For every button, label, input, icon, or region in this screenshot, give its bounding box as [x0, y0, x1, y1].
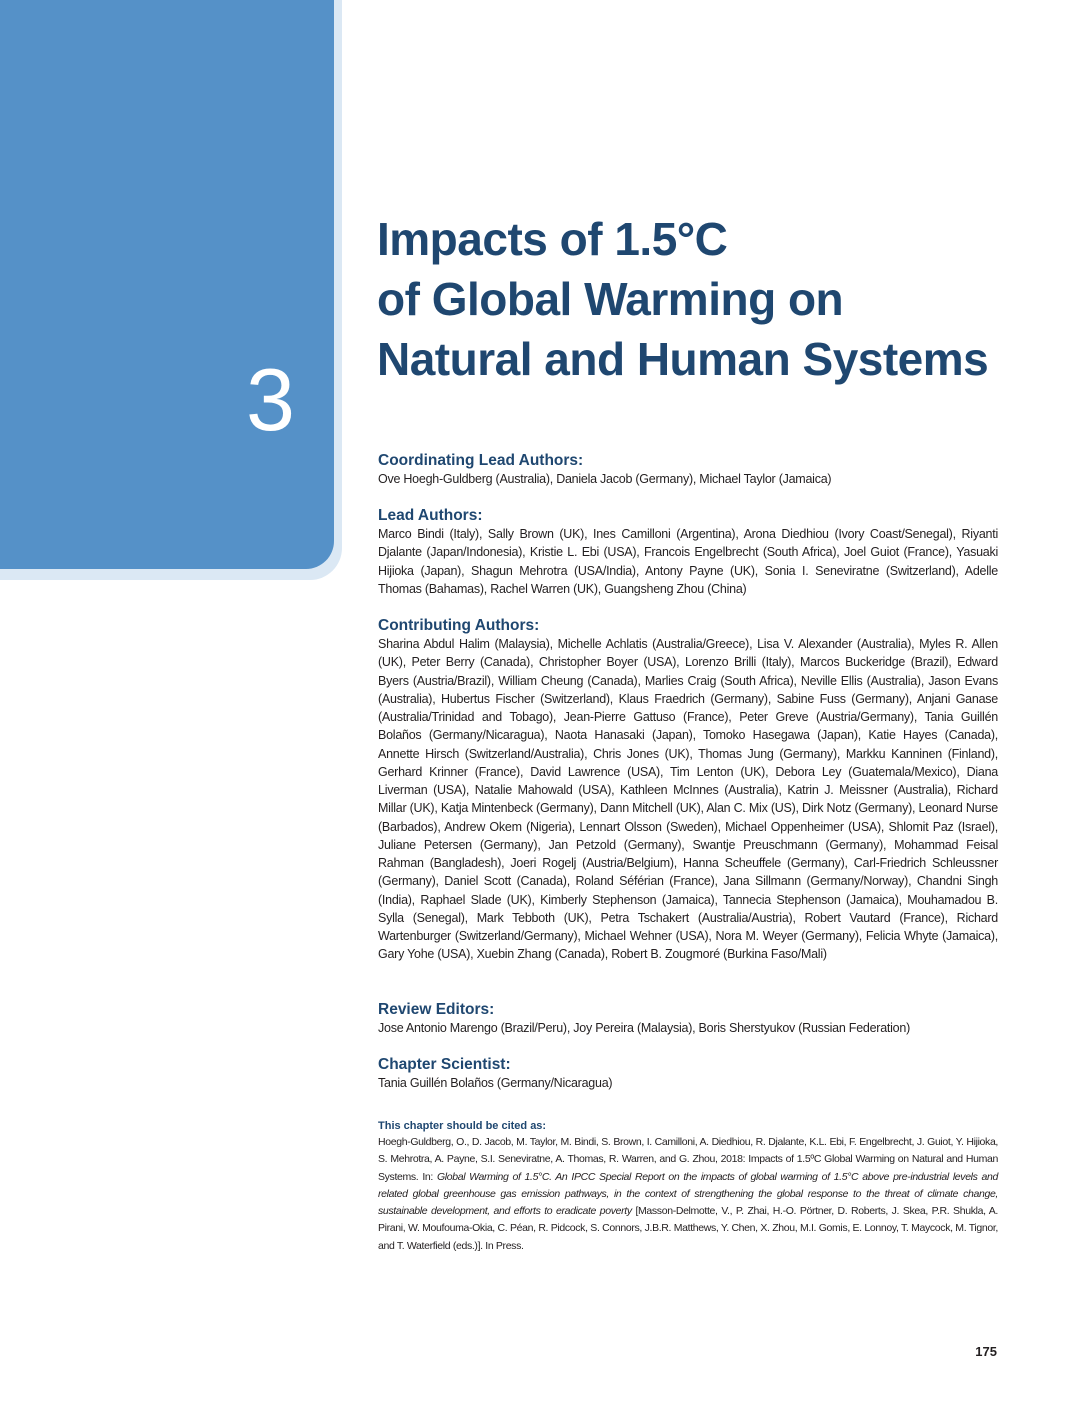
- section-body: Marco Bindi (Italy), Sally Brown (UK), Ines Camilloni (Argentina), Arona Diedhiou (Ivory Coast/Senegal), Riyanti Djalante (Japan/Indonesia), Kristie L. Ebi (USA), Francois Engelbrecht (South Africa), Joel Guiot (France), Yasuaki Hijioka (Japan), Shagun Mehrotra (USA/India), Antony Payne (UK), Sonia I. Seneviratne (Switzerland), Adelle Thomas (Bahamas), Rachel Warren (UK), Guangsheng Zhou (China): [378, 527, 998, 596]
- citation-block: [378, 1119, 998, 1255]
- section-heading: Contributing Authors:: [378, 617, 540, 634]
- citation-text-part: Hoegh-Guldberg, O., D. Jacob, M. Taylor, M. Bindi, S. Brown, I. Camilloni, A. Diedhiou, R. Djalante, K.L. Ebi, F. Engelbrecht, J. Guiot, Y. Hijioka, S. Mehrotra, A. Payne, S.I. Seneviratne, A. Thomas, R. Warren, and G. Zhou, 2018: Impacts of 1.5ºC Global Warming on Natural and Human Systems. In:: [378, 1136, 998, 1183]
- citation-text: [378, 1134, 998, 1255]
- lead-authors-section: [378, 507, 998, 598]
- chapter-scientist-section: [378, 1056, 998, 1092]
- citation-report-title: Global Warming of 1.5°C. An IPCC Special Report on the impacts of global warming of 1.5°C above pre-industrial levels and related global greenhouse gas emission pathways, in the context of strengthening the global response to the threat of climate change, sustainable development, and efforts to eradicate poverty: [378, 1170, 999, 1218]
- chapter-number: 3: [246, 350, 294, 449]
- section-body: Ove Hoegh-Guldberg (Australia), Daniela Jacob (Germany), Michael Taylor (Jamaica): [378, 472, 832, 486]
- chapter-title-line: of Global Warming on: [377, 273, 844, 325]
- coordinating-lead-authors-section: [378, 452, 998, 488]
- chapter-tab: [0, 0, 334, 569]
- section-heading: Chapter Scientist:: [378, 1056, 511, 1073]
- review-editors-section: [378, 1001, 998, 1037]
- section-body: Sharina Abdul Halim (Malaysia), Michelle Achlatis (Australia/Greece), Lisa V. Alexander (Australia), Myles R. Allen (UK), Peter Berry (Canada), Christopher Boyer (USA), Lorenzo Brilli (Italy), Marcos Buckeridge (Brazil), Edward Byers (Austria/Brazil), William Cheung (Canada), Marlies Craig (South Africa), Neville Ellis (Australia), Jason Evans (Australia), Hubertus Fischer (Switzerland), Klaus Fraedrich (Germany), Sabine Fuss (Germany), Anjani Ganase (Australia/Trinidad and Tobago), Jean-Pierre Gattuso (France), Peter Greve (Austria/Germany), Tania Guillén Bolaños (Germany/Nicaragua), Naota Hanasaki (Japan), Tomoko Hasegawa (Japan), Katie Hayes (Canada), Annette Hirsch (Switzerland/Australia), Chris Jones (UK), Thomas Jung (Germany), Markku Kanninen (Finland), Gerhard Krinner (France), David Lawrence (USA), Tim Lenton (UK), Debora Ley (Guatemala/Mexico), Diana Liverman (USA), Natalie Mahowald (USA), Kathleen McInnes (Australia), Katrin J. Meissner (Australia), Richard Millar (UK), Katja Mintenbeck (Germany), Dann Mitchell (UK), Alan C. Mix (US), Dirk Notz (Germany), Leonard Nurse (Barbados), Andrew Okem (Nigeria), Lennart Olsson (Sweden), Michael Oppenheimer (USA), Shlomit Paz (Israel), Juliane Petersen (Germany), Jan Petzold (Germany), Swantje Preuschmann (Germany), Mohammad Feisal Rahman (Bangladesh), Joeri Rogelj (Austria/Belgium), Hanna Scheuffele (Germany), Carl-Friedrich Schleussner (Germany), Daniel Scott (Canada), Roland Séférian (France), Jana Sillmann (Germany/Norway), Chandni Singh (India), Raphael Slade (UK), Kimberly Stephenson (Jamaica), Tannecia Stephenson (Jamaica), Mouhamadou B. Sylla (Senegal), Mark Tebboth (UK), Petra Tschakert (Australia/Austria), Robert Vautard (France), Richard Wartenburger (Switzerland/Germany), Michael Wehner (USA), Nora M. Weyer (Germany), Felicia Whyte (Jamaica), Gary Yohe (USA), Xuebin Zhang (Canada), Robert B. Zougmoré (Burkina Faso/Mali): [378, 637, 998, 962]
- section-body: Jose Antonio Marengo (Brazil/Peru), Joy Pereira (Malaysia), Boris Sherstyukov (Russian Federation): [378, 1021, 910, 1035]
- section-heading: Review Editors:: [378, 1001, 495, 1018]
- citation-heading: This chapter should be cited as:: [378, 1120, 547, 1132]
- chapter-title: [377, 209, 1057, 389]
- page-number: 175: [975, 1344, 997, 1359]
- chapter-title-line: Impacts of 1.5°C: [377, 213, 728, 265]
- contributing-authors-section: [378, 617, 998, 964]
- section-heading: Lead Authors:: [378, 507, 483, 524]
- citation-text-part: [Masson-Delmotte, V., P. Zhai, H.-O. Pörtner, D. Roberts, J. Skea, P.R. Shukla, A. Pirani, W. Moufouma-Okia, C. Péan, R. Pidcock, S. Connors, J.B.R. Matthews, Y. Chen, X. Zhou, M.I. Gomis, E. Lonnoy, T. Maycock, M. Tignor, and T. Waterfield (eds.)]. In Press.: [378, 1205, 998, 1252]
- chapter-title-line: Natural and Human Systems: [377, 333, 989, 385]
- section-body: Tania Guillén Bolaños (Germany/Nicaragua): [378, 1076, 613, 1090]
- section-heading: Coordinating Lead Authors:: [378, 452, 584, 469]
